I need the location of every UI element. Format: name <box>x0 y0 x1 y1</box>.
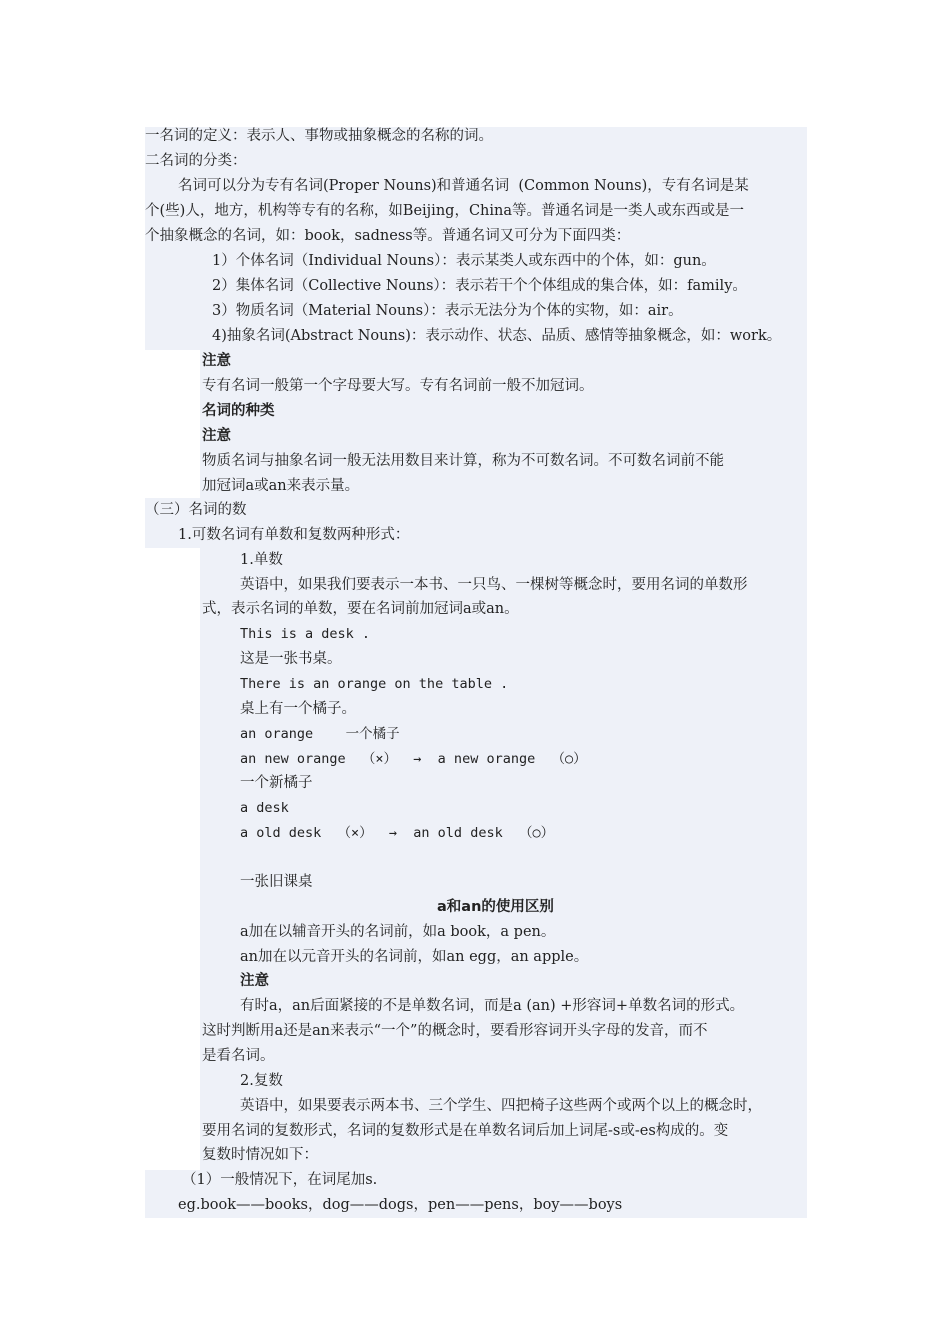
note-text: 加冠词a或an来表示量。 <box>202 478 360 494</box>
note-text: 物质名词与抽象名词一般无法用数目来计算，称为不可数名词。不可数名词前不能 <box>202 453 724 469</box>
example-sentence: There is an orange on the table . <box>240 676 509 692</box>
paragraph-line: 式，表示名词的单数，要在名词前加冠词a或an。 <box>202 601 519 617</box>
example-phrase: an new orange （×） → a new orange （○） <box>240 751 587 767</box>
subsection-heading: 1.单数 <box>240 552 283 568</box>
example-phrase: an orange 一个橘子 <box>240 726 400 742</box>
note-label: 注意 <box>240 973 269 989</box>
rule-line: a加在以辅音开头的名词前，如a book，a pen。 <box>240 924 556 940</box>
example-translation: 桌上有一个橘子。 <box>240 701 356 717</box>
list-item: 2）集体名词（Collective Nouns）：表示若干个个体组成的集合体，如：family。 <box>212 278 747 294</box>
paragraph-line: 要用名词的复数形式，名词的复数形式是在单数名词后加上词尾-s或-es构成的。变 <box>202 1123 729 1139</box>
example-translation: 一个新橘子 <box>240 775 313 791</box>
list-item: 1）个体名词（Individual Nouns）：表示某类人或东西中的个体，如：gun。 <box>212 253 716 269</box>
list-item: 4)抽象名词(Abstract Nouns)：表示动作、状态、品质、感情等抽象概念，如：work。 <box>212 328 782 344</box>
note-text: 是看名词。 <box>202 1048 275 1064</box>
section-heading: （三）名词的数 <box>145 502 247 518</box>
note-label: 注意 <box>202 428 231 444</box>
paragraph-line: 个(些)人，地方，机构等专有的名称，如Beijing，China等。普通名词是一类人或东西或是一 <box>145 203 744 219</box>
paragraph-line: 英语中，如果要表示两本书、三个学生、四把椅子这些两个或两个以上的概念时， <box>240 1098 762 1114</box>
rule-line: an加在以元音开头的名词前，如an egg，an apple。 <box>240 949 589 965</box>
classification-heading: 二名词的分类： <box>145 153 247 169</box>
example-line: eg.book——books，dog——dogs，pen——pens，boy——boys <box>178 1197 623 1213</box>
section-heading: 名词的种类 <box>202 403 275 419</box>
paragraph-line: 英语中，如果我们要表示一本书、一只鸟、一棵树等概念时，要用名词的单数形 <box>240 577 748 593</box>
note-text: 这时判断用a还是an来表示“一个”的概念时，要看形容词开头字母的发音，而不 <box>202 1023 708 1039</box>
paragraph-line: 个抽象概念的名词，如：book，sadness等。普通名词又可分为下面四类： <box>145 228 631 244</box>
example-translation: 这是一张书桌。 <box>240 651 342 667</box>
example-phrase: a old desk （×） → an old desk （○） <box>240 825 555 841</box>
definition-line: 一名词的定义：表示人、事物或抽象概念的名称的词。 <box>145 128 493 144</box>
example-phrase: a desk <box>240 800 289 816</box>
example-translation: 一张旧课桌 <box>240 874 313 890</box>
subsection-heading: 1.可数名词有单数和复数两种形式： <box>178 527 410 543</box>
centered-heading: a和an的使用区别 <box>437 899 554 915</box>
list-item: 3）物质名词（Material Nouns）：表示无法分为个体的实物，如：air。 <box>212 303 683 319</box>
paragraph-line: 名词可以分为专有名词(Proper Nouns)和普通名词 (Common Nouns)，专有名词是某 <box>178 178 749 194</box>
paragraph-line: 复数时情况如下： <box>202 1147 318 1163</box>
note-text: 专有名词一般第一个字母要大写。专有名词前一般不加冠词。 <box>202 378 594 394</box>
rule-line: （1）一般情况下，在词尾加s. <box>182 1172 378 1188</box>
note-label: 注意 <box>202 353 231 369</box>
example-sentence: This is a desk . <box>240 626 371 642</box>
subsection-heading: 2.复数 <box>240 1073 283 1089</box>
note-text: 有时a，an后面紧接的不是单数名词，而是a (an) +形容词+单数名词的形式。 <box>240 998 745 1014</box>
